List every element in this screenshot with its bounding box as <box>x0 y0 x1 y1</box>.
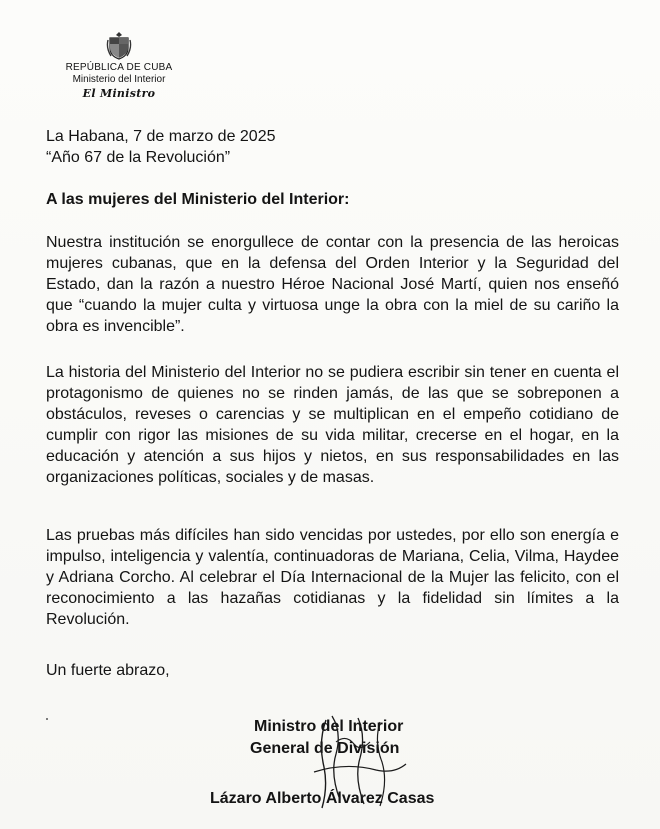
year-line: “Año 67 de la Revolución” <box>46 149 231 166</box>
paragraph-1: Nuestra institución se enorgullece de contar con la presencia de las heroicas mujeres cubanas, que en la defensa del Orden Interior y la Seguridad del Estado, dan la razón a nuestro Héroe Nacional José Martí, quien nos enseñó que “cuando la mujer culta y virtuosa unge la obra con la miel de su cariño la obra es invencible”. <box>46 234 619 335</box>
paragraph-3: Las pruebas más difíciles han sido vencidas por ustedes, por ello son energía e impulso, inteligencia y valentía, continuadoras de Mariana, Celia, Vilma, Haydee y Adriana Corcho. Al celebrar el Día Internacional de la Mujer las felicito, con el reconocimiento a las hazañas cotidianas y la fidelidad sin límites a la Revolución. <box>46 527 619 628</box>
letterhead <box>44 30 194 100</box>
signature-block <box>210 716 510 816</box>
letterhead-country: REPÚBLICA DE CUBA <box>65 62 173 73</box>
signature-name: Lázaro Alberto Álvarez Casas <box>210 790 435 807</box>
signature-rank: General de División <box>250 740 400 757</box>
letterhead-office: El Ministro <box>82 87 156 100</box>
handwritten-signature <box>296 712 416 812</box>
speck <box>46 718 48 720</box>
date-line: La Habana, 7 de marzo de 2025 <box>46 128 276 145</box>
paragraph-2: La historia del Ministerio del Interior no se pudiera escribir sin tener en cuenta el protagonismo de quienes no se rinden jamás, de las que se sobreponen a obstáculos, reveses o carencias y se multiplican en el empeño cotidiano de cumplir con rigor las misiones de su vida militar, crecerse en el hogar, en la educación y atención a sus hijos y nietos, en sus responsabilidades en las organizaciones políticas, sociales y de masas. <box>46 364 619 486</box>
signature-title: Ministro del Interior <box>254 718 404 735</box>
salutation: A las mujeres del Ministerio del Interior: <box>46 191 350 208</box>
coat-of-arms-icon <box>106 30 132 60</box>
letterhead-ministry: Ministerio del Interior <box>72 74 166 85</box>
closing-line: Un fuerte abrazo, <box>46 662 170 679</box>
